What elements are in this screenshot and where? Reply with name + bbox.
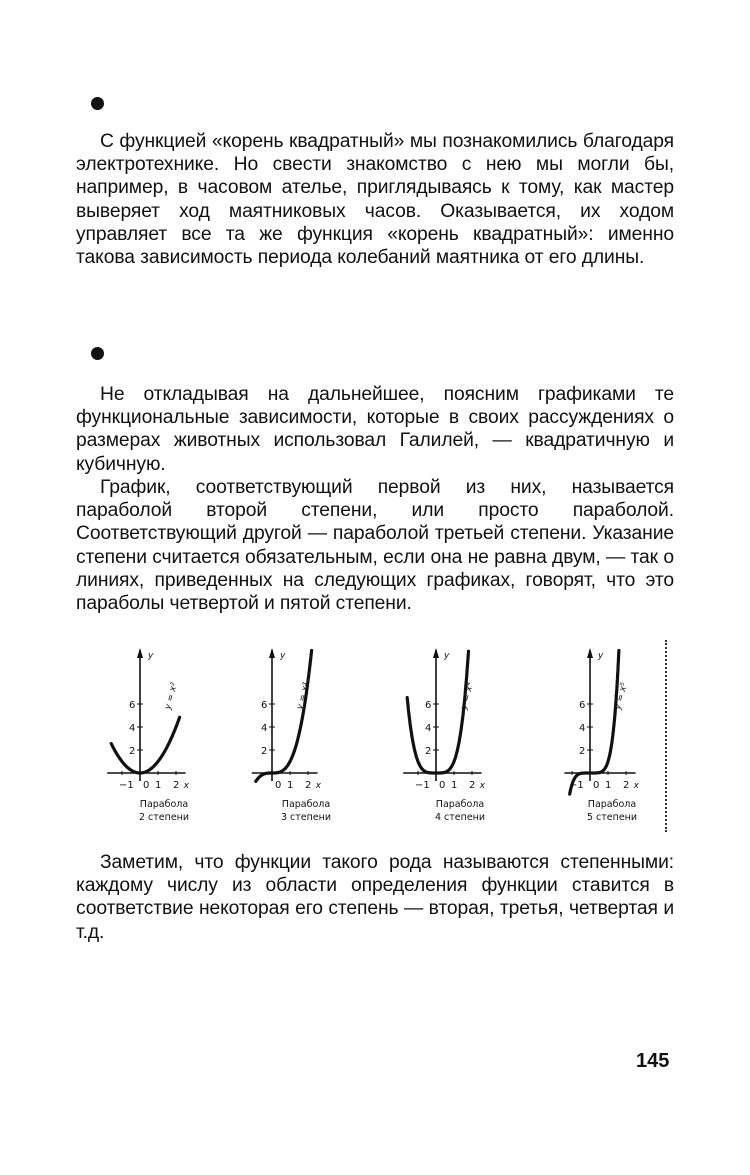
x-tick-label: 2 <box>173 780 180 791</box>
x-tick-label: 1 <box>155 780 162 791</box>
y-tick-label: 6 <box>261 700 268 711</box>
curve-label: y = x² <box>163 681 181 711</box>
curve-label: y = x³ <box>295 681 313 711</box>
paragraph-parabola-degrees: График, соответствующий первой из них, называется параболой второй степени, или просто параболой. Соответствующий другой — параболой третьей степени. Указание степени считается обязательным, если она не равна двум, — так о линиях, приведенных на следующих графиках, говорят, что это параболы четвертой и пятой степени. <box>76 477 674 615</box>
y-tick-label: 2 <box>425 746 432 757</box>
page-number: 145 <box>636 1050 670 1072</box>
x-tick-label: x <box>633 781 639 791</box>
paragraph-pendulum: С функцией «корень квадратный» мы познакомились благодаря электротехнике. Но свести знакомство с нею мы могли бы, например, в часовом ателье, приглядываясь к тому, как мастер выверяет ход маятниковых часов. Оказывается, их ходом управляет все та же функция «корень квадратный»: именно такова зависимость периода колебаний маятника от его длины. <box>76 131 674 269</box>
paragraph-galileo: Не откладывая на дальнейшее, поясним графиками те функциональные зависимости, которые в своих рассуждениях о размерах животных использовал Галилей, — квадратичную и кубичную. <box>76 384 674 475</box>
curve-label: y = x⁴ <box>459 681 477 711</box>
y-tick-label: 6 <box>579 700 586 711</box>
figure-degree-5 <box>542 640 682 840</box>
x-tick-label: −1 <box>569 780 584 791</box>
caption-line2: 2 степени <box>138 812 190 823</box>
y-axis-arrow <box>587 648 593 658</box>
y-axis-label: y <box>598 651 604 661</box>
x-tick-label: 1 <box>605 780 612 791</box>
caption-line2: 3 степени <box>280 812 332 823</box>
y-axis-arrow <box>137 648 143 658</box>
y-tick-label: 2 <box>129 746 136 757</box>
power-curve <box>111 717 179 773</box>
plot-degree-4 <box>380 640 520 790</box>
caption-line1: Парабола <box>139 799 189 810</box>
y-axis-label: y <box>148 651 154 661</box>
x-tick-label: 0 <box>143 780 150 791</box>
x-tick-label: −1 <box>119 780 134 791</box>
y-axis-label: y <box>444 651 450 661</box>
caption <box>572 798 652 824</box>
x-tick-label: 0 <box>439 780 446 791</box>
caption-line2: 4 степени <box>434 812 486 823</box>
y-axis-label: y <box>280 651 286 661</box>
y-tick-label: 6 <box>129 700 136 711</box>
y-tick-label: 2 <box>261 746 268 757</box>
caption <box>420 798 500 824</box>
y-tick-label: 2 <box>579 746 586 757</box>
plot-degree-3 <box>236 640 376 790</box>
y-tick-label: 4 <box>261 723 268 734</box>
parabola-figures <box>76 640 676 840</box>
x-tick-label: 2 <box>623 780 630 791</box>
x-tick-label: 2 <box>305 780 312 791</box>
caption <box>266 798 346 824</box>
plot-degree-5 <box>542 640 682 790</box>
figure-degree-2 <box>82 640 222 840</box>
caption-line1: Парабола <box>435 799 485 810</box>
plot-degree-2 <box>82 640 222 790</box>
x-tick-label: x <box>183 781 189 791</box>
x-tick-label: 1 <box>451 780 458 791</box>
x-tick-label: 0 <box>593 780 600 791</box>
x-tick-label: −1 <box>415 780 430 791</box>
power-curve <box>407 651 468 773</box>
caption-line2: 5 степени <box>586 812 638 823</box>
y-tick-label: 4 <box>129 723 136 734</box>
caption-line1: Парабола <box>281 799 331 810</box>
y-tick-label: 4 <box>579 723 586 734</box>
y-tick-label: 4 <box>425 723 432 734</box>
y-tick-label: 6 <box>425 700 432 711</box>
caption-line1: Парабола <box>587 799 637 810</box>
x-tick-label: 2 <box>469 780 476 791</box>
x-tick-label: 1 <box>287 780 294 791</box>
figure-degree-3 <box>236 640 376 840</box>
y-axis-arrow <box>433 648 439 658</box>
power-curve <box>256 651 312 782</box>
paragraph-power-functions: Заметим, что функции такого рода называются степенными: каждому числу из области определения функции ставится в соответствие некоторая его степень — вторая, третья, четвертая и т.д. <box>76 852 674 943</box>
margin-dotted-line <box>665 640 671 832</box>
caption <box>124 798 204 824</box>
y-axis-arrow <box>269 648 275 658</box>
curve-label: y = x⁵ <box>613 681 631 711</box>
figure-degree-4 <box>380 640 520 840</box>
bullet-marker <box>91 347 104 360</box>
x-tick-label: 0 <box>275 780 282 791</box>
bullet-marker <box>91 97 104 110</box>
x-tick-label: x <box>479 781 485 791</box>
x-tick-label: x <box>315 781 321 791</box>
